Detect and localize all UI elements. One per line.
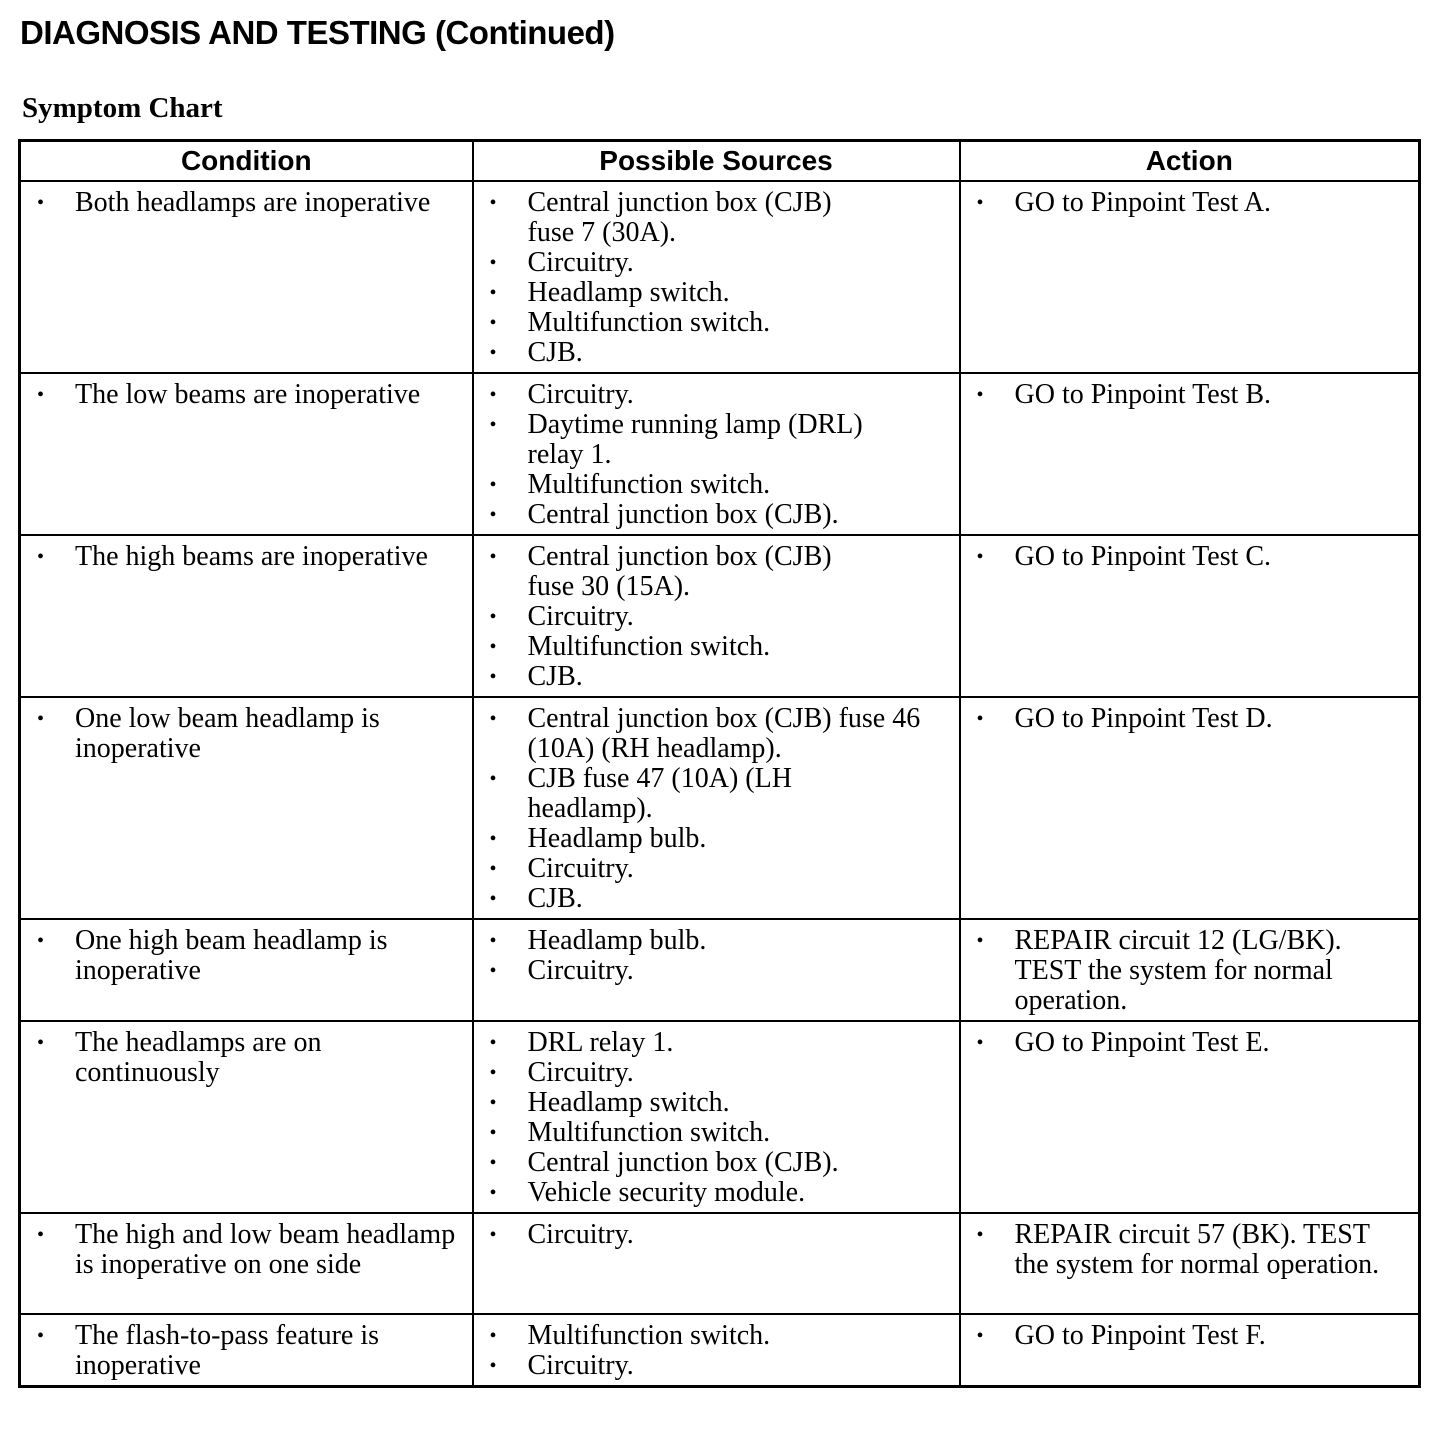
condition-item: • The high beams are inoperative xyxy=(31,542,464,572)
sources-cell xyxy=(473,1314,960,1387)
action-item: • GO to Pinpoint Test A. xyxy=(971,188,1411,218)
action-item: • GO to Pinpoint Test B. xyxy=(971,380,1411,410)
condition-item: • One high beam headlamp is inoperative xyxy=(31,926,464,986)
condition-item: • One low beam headlamp is inoperative xyxy=(31,704,464,764)
source-item: • Multifunction switch. xyxy=(484,1321,951,1351)
table-header-row xyxy=(20,141,1420,182)
source-item: • Circuitry. xyxy=(484,1058,951,1088)
action-cell xyxy=(960,373,1420,535)
source-item: • Daytime running lamp (DRL) relay 1. xyxy=(484,410,951,470)
source-item: • Headlamp bulb. xyxy=(484,926,951,956)
page-title: DIAGNOSIS AND TESTING (Continued) xyxy=(20,14,615,51)
sources-cell xyxy=(473,373,960,535)
table-row xyxy=(20,1021,1420,1213)
action-cell xyxy=(960,181,1420,373)
table-row xyxy=(20,181,1420,373)
action-item: • GO to Pinpoint Test C. xyxy=(971,542,1411,572)
source-item: • Central junction box (CJB) fuse 7 (30A). xyxy=(484,188,951,248)
source-item: • Circuitry. xyxy=(484,1351,951,1381)
source-item: • Headlamp switch. xyxy=(484,278,951,308)
source-item: • Circuitry. xyxy=(484,380,951,410)
condition-cell xyxy=(20,1314,473,1387)
action-item: • GO to Pinpoint Test F. xyxy=(971,1321,1411,1351)
action-item: • GO to Pinpoint Test E. xyxy=(971,1028,1411,1058)
source-item: • Multifunction switch. xyxy=(484,1118,951,1148)
source-item: • Vehicle security module. xyxy=(484,1178,951,1208)
column-header-action: Action xyxy=(960,141,1420,182)
source-item: • Multifunction switch. xyxy=(484,470,951,500)
condition-cell xyxy=(20,181,473,373)
source-item: • Multifunction switch. xyxy=(484,632,951,662)
condition-item: • The high and low beam headlamp is inoperative on one side xyxy=(31,1220,464,1280)
source-item: • CJB. xyxy=(484,338,951,368)
sources-cell xyxy=(473,535,960,697)
condition-item: • Both headlamps are inoperative xyxy=(31,188,464,218)
condition-cell xyxy=(20,697,473,919)
table-row xyxy=(20,1314,1420,1387)
source-item: • Circuitry. xyxy=(484,956,951,986)
source-item: • Central junction box (CJB) fuse 46 (10A) (RH headlamp). xyxy=(484,704,951,764)
source-item: • Circuitry. xyxy=(484,248,951,278)
table-row xyxy=(20,919,1420,1021)
table-row xyxy=(20,697,1420,919)
sources-cell xyxy=(473,1021,960,1213)
source-item: • CJB. xyxy=(484,884,951,914)
source-item: • Headlamp switch. xyxy=(484,1088,951,1118)
condition-item: • The flash-to-pass feature is inoperative xyxy=(31,1321,464,1381)
table-row xyxy=(20,373,1420,535)
condition-cell xyxy=(20,1213,473,1314)
symptom-chart-title: Symptom Chart xyxy=(22,92,223,124)
source-item: • Circuitry. xyxy=(484,854,951,884)
sources-cell xyxy=(473,919,960,1021)
sources-cell xyxy=(473,697,960,919)
condition-cell xyxy=(20,535,473,697)
source-item: • Central junction box (CJB). xyxy=(484,500,951,530)
condition-cell xyxy=(20,1021,473,1213)
sources-cell xyxy=(473,1213,960,1314)
source-item: • Circuitry. xyxy=(484,1220,951,1250)
action-item: • REPAIR circuit 57 (BK). TEST the system for normal operation. xyxy=(971,1220,1411,1280)
action-cell xyxy=(960,697,1420,919)
action-item: • GO to Pinpoint Test D. xyxy=(971,704,1411,734)
source-item: • Central junction box (CJB). xyxy=(484,1148,951,1178)
condition-item: • The low beams are inoperative xyxy=(31,380,464,410)
source-item: • DRL relay 1. xyxy=(484,1028,951,1058)
condition-cell xyxy=(20,373,473,535)
source-item: • CJB fuse 47 (10A) (LH headlamp). xyxy=(484,764,951,824)
symptom-chart-table xyxy=(18,139,1421,1388)
column-header-possible-sources: Possible Sources xyxy=(473,141,960,182)
condition-item: • The headlamps are on continuously xyxy=(31,1028,464,1088)
column-header-condition: Condition xyxy=(20,141,473,182)
action-cell xyxy=(960,535,1420,697)
action-cell xyxy=(960,1314,1420,1387)
action-cell xyxy=(960,1021,1420,1213)
source-item: • Headlamp bulb. xyxy=(484,824,951,854)
source-item: • Circuitry. xyxy=(484,602,951,632)
action-item: • REPAIR circuit 12 (LG/BK). TEST the system for normal operation. xyxy=(971,926,1411,1016)
source-item: • CJB. xyxy=(484,662,951,692)
source-item: • Central junction box (CJB) fuse 30 (15A). xyxy=(484,542,951,602)
table-row xyxy=(20,535,1420,697)
source-item: • Multifunction switch. xyxy=(484,308,951,338)
sources-cell xyxy=(473,181,960,373)
table-row xyxy=(20,1213,1420,1314)
condition-cell xyxy=(20,919,473,1021)
action-cell xyxy=(960,919,1420,1021)
action-cell xyxy=(960,1213,1420,1314)
